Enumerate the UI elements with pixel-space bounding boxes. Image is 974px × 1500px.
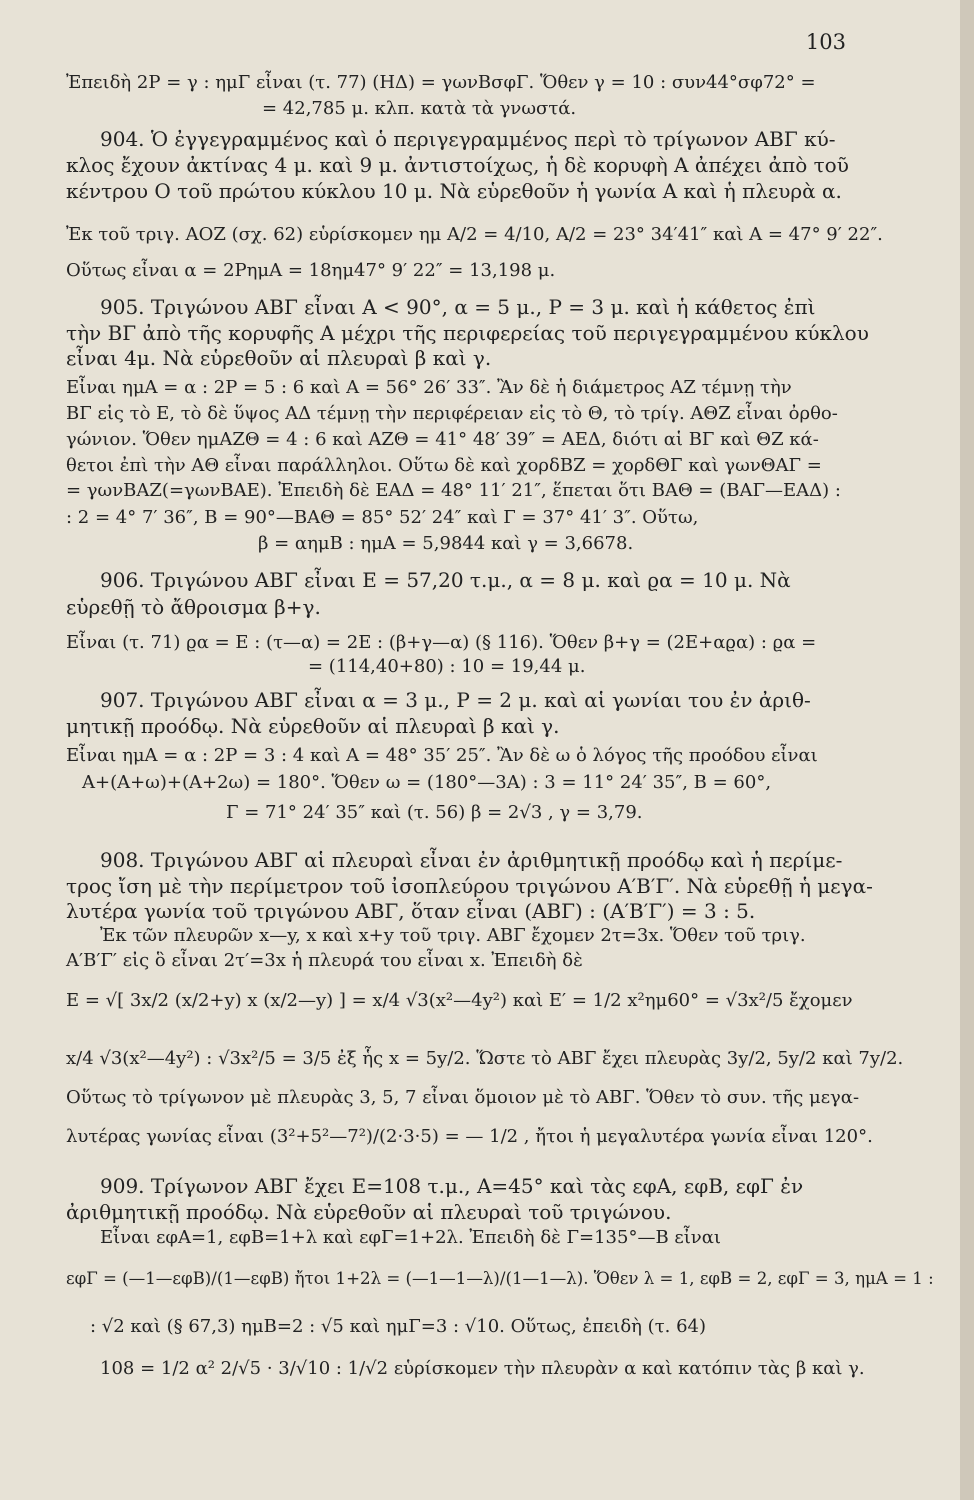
- text-line: = 42,785 μ. κλπ. κατὰ τὰ γνωστά.: [262, 98, 577, 119]
- formula-line: 108 = 1/2 α² 2/√5 · 3/√10 : 1/√2 εὑρίσκομεν τὴν πλευρὰν α καὶ κατόπιν τὰς β καὶ γ.: [100, 1358, 865, 1379]
- formula-line: εφΓ = (—1—εφΒ)/(1—εφΒ) ἤτοι 1+2λ = (—1—1—λ)/(1—1—λ). Ὅθεν λ = 1, εφΒ = 2, εφΓ = 3, ημΑ = 1 :: [66, 1269, 934, 1288]
- problem-907-heading: 907. Τριγώνου ΑΒΓ εἶναι α = 3 μ., Ρ = 2 μ. καὶ αἱ γωνίαι του ἐν ἀριθ-: [100, 688, 811, 712]
- text-line: Ἐκ τῶν πλευρῶν x—y, x καὶ x+y τοῦ τριγ. ΑΒΓ ἔχομεν 2τ=3x. Ὅθεν τοῦ τριγ.: [100, 925, 806, 946]
- text-line: κλος ἔχουν ἀκτίνας 4 μ. καὶ 9 μ. ἀντιστοίχως, ἡ δὲ κορυφὴ Α ἀπέχει ἀπὸ τοῦ: [66, 153, 849, 177]
- text-line: β = αημΒ : ημΑ = 5,9844 καὶ γ = 3,6678.: [258, 533, 634, 554]
- text-line: Οὕτως τὸ τρίγωνον μὲ πλευρὰς 3, 5, 7 εἶναι ὅμοιον μὲ τὸ ΑΒΓ. Ὅθεν τὸ συν. τῆς μεγα-: [66, 1087, 860, 1108]
- formula-line: Ἐκ τοῦ τριγ. ΑΟΖ (σχ. 62) εὑρίσκομεν ημ A/2 = 4/10, A/2 = 23° 34′41″ καὶ Α = 47° 9′ 22″.: [66, 224, 883, 245]
- formula-line: λυτέρας γωνίας εἶναι (3²+5²—7²)/(2·3·5) = — 1/2 , ἤτοι ἡ μεγαλυτέρα γωνία εἶναι 120°.: [66, 1126, 873, 1147]
- formula-line: x/4 √3(x²—4y²) : √3x²/5 = 3/5 ἐξ ἧς x = 5y/2. Ὥστε τὸ ΑΒΓ ἔχει πλευρὰς 3y/2, 5y/2 καὶ 7y/2.: [66, 1048, 904, 1069]
- text-line: Εἶναι (τ. 71) ϱα = Ε : (τ—α) = 2Ε : (β+γ—α) (§ 116). Ὅθεν β+γ = (2Ε+αϱα) : ϱα =: [66, 632, 817, 653]
- text-line: γώνιον. Ὅθεν ημΑΖΘ = 4 : 6 καὶ ΑΖΘ = 41° 48′ 39″ = ΑΕΔ, διότι αἱ ΒΓ καὶ ΘΖ κά-: [66, 429, 819, 450]
- text-line: εὑρεθῇ τὸ ἄθροισμα β+γ.: [66, 595, 321, 619]
- text-line: κέντρου Ο τοῦ πρώτου κύκλου 10 μ. Νὰ εὑρεθοῦν ἡ γωνία Α καὶ ἡ πλευρὰ α.: [66, 179, 842, 203]
- problem-906-heading: 906. Τριγώνου ΑΒΓ εἶναι Ε = 57,20 τ.μ., α = 8 μ. καὶ ϱα = 10 μ. Νὰ: [100, 568, 791, 592]
- text-line: εἶναι 4μ. Νὰ εὑρεθοῦν αἱ πλευραὶ β καὶ γ.: [66, 346, 492, 370]
- text-line: : 2 = 4° 7′ 36″, Β = 90°—ΒΑΘ = 85° 52′ 24″ καὶ Γ = 37° 41′ 3″. Οὕτω,: [66, 507, 699, 528]
- text-line: τὴν ΒΓ ἀπὸ τῆς κορυφῆς Α μέχρι τῆς περιφερείας τοῦ περιγεγραμμένου κύκλου: [66, 321, 869, 345]
- text-line: Γ = 71° 24′ 35″ καὶ (τ. 56) β = 2√3 , γ = 3,79.: [226, 802, 643, 823]
- text-line: λυτέρα γωνία τοῦ τριγώνου ΑΒΓ, ὅταν εἶναι (ΑΒΓ) : (Α′Β′Γ′) = 3 : 5.: [66, 899, 756, 923]
- text-line: Α+(Α+ω)+(Α+2ω) = 180°. Ὅθεν ω = (180°—3Α) : 3 = 11° 24′ 35″, Β = 60°,: [82, 772, 772, 793]
- text-line: τρος ἴση μὲ τὴν περίμετρον τοῦ ἰσοπλεύρου τριγώνου Α′Β′Γ′. Νὰ εὑρεθῇ ἡ μεγα-: [66, 874, 873, 898]
- text-line: Α′Β′Γ′ εἰς ὃ εἶναι 2τ′=3x ἡ πλευρά του εἶναι x. Ἐπειδὴ δὲ: [66, 950, 583, 971]
- text-line: ΒΓ εἰς τὸ Ε, τὸ δὲ ὕψος ΑΔ τέμνῃ τὴν περιφέρειαν εἰς τὸ Θ, τὸ τρίγ. ΑΘΖ εἶναι ὀρθο-: [66, 403, 838, 424]
- formula-line: Ε = √[ 3x/2 (x/2+y) x (x/2—y) ] = x/4 √3(x²—4y²) καὶ Ε′ = 1/2 x²ημ60° = √3x²/5 ἔχομεν: [66, 990, 853, 1011]
- problem-909-heading: 909. Τρίγωνον ΑΒΓ ἔχει Ε=108 τ.μ., Α=45° καὶ τὰς εφΑ, εφΒ, εφΓ ἐν: [100, 1174, 804, 1198]
- text-line: θετοι ἐπὶ τὴν ΑΘ εἶναι παράλληλοι. Οὕτω δὲ καὶ χορδΒΖ = χορδΘΓ καὶ γωνΘΑΓ =: [66, 455, 822, 476]
- text-line: Εἶναι εφΑ=1, εφΒ=1+λ καὶ εφΓ=1+2λ. Ἐπειδὴ δὲ Γ=135°—Β εἶναι: [100, 1227, 721, 1248]
- problem-904-heading: 904. Ὁ ἐγγεγραμμένος καὶ ὁ περιγεγραμμένος περὶ τὸ τρίγωνον ΑΒΓ κύ-: [100, 127, 836, 151]
- problem-905-heading: 905. Τριγώνου ΑΒΓ εἶναι Α < 90°, α = 5 μ., Ρ = 3 μ. καὶ ἡ κάθετος ἐπὶ: [100, 295, 816, 319]
- text-line: : √2 καὶ (§ 67,3) ημΒ=2 : √5 καὶ ημΓ=3 : √10. Οὕτως, ἐπειδὴ (τ. 64): [90, 1316, 707, 1337]
- text-line: Ἐπειδὴ 2Ρ = γ : ημΓ εἶναι (τ. 77) (ΗΔ) = γωνΒσφΓ. Ὅθεν γ = 10 : συν44°σφ72° =: [66, 72, 816, 93]
- text-line: ἀριθμητικῇ προόδῳ. Νὰ εὑρεθοῦν αἱ πλευραὶ τοῦ τριγώνου.: [66, 1200, 672, 1224]
- page-gutter: [960, 0, 974, 1500]
- text-line: Εἶναι ημΑ = α : 2Ρ = 3 : 4 καὶ Α = 48° 35′ 25″. Ἂν δὲ ω ὁ λόγος τῆς προόδου εἶναι: [66, 745, 818, 766]
- text-line: = (114,40+80) : 10 = 19,44 μ.: [308, 656, 586, 677]
- text-line: Οὕτως εἶναι α = 2ΡημΑ = 18ημ47° 9′ 22″ = 13,198 μ.: [66, 260, 556, 281]
- text-line: μητικῇ προόδῳ. Νὰ εὑρεθοῦν αἱ πλευραὶ β καὶ γ.: [66, 714, 560, 738]
- page-number: 103: [805, 30, 846, 54]
- problem-908-heading: 908. Τριγώνου ΑΒΓ αἱ πλευραὶ εἶναι ἐν ἀριθμητικῇ προόδῳ καὶ ἡ περίμε-: [100, 848, 843, 872]
- text-line: = γωνΒΑΖ(=γωνΒΑΕ). Ἐπειδὴ δὲ ΕΑΔ = 48° 11′ 21″, ἕπεται ὅτι ΒΑΘ = (ΒΑΓ—ΕΑΔ) :: [66, 480, 841, 501]
- text-line: Εἶναι ημΑ = α : 2Ρ = 5 : 6 καὶ Α = 56° 26′ 33″. Ἂν δὲ ἡ διάμετρος ΑΖ τέμνῃ τὴν: [66, 377, 792, 398]
